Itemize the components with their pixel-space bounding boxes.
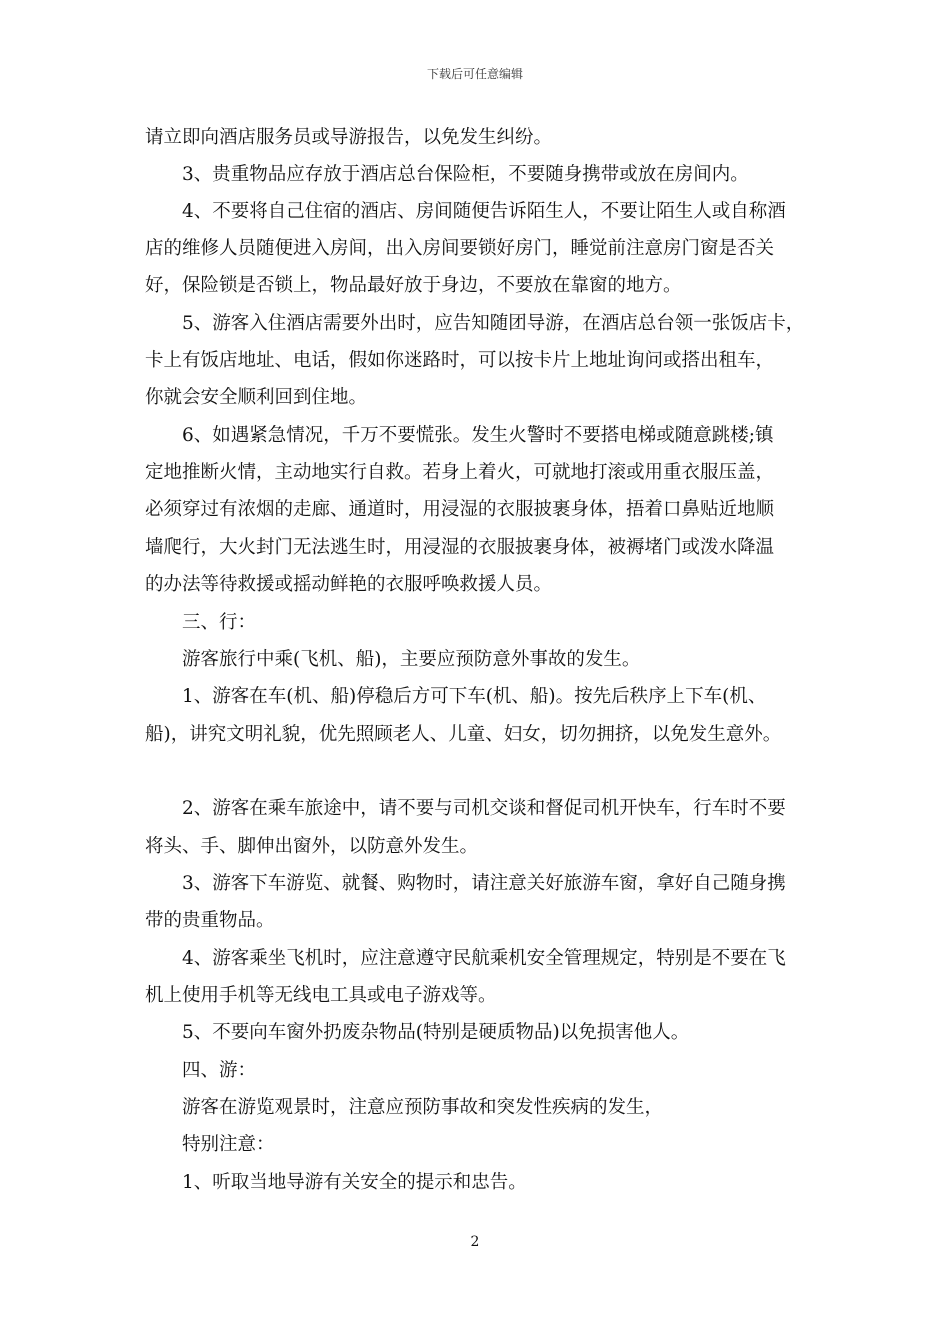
paragraph-line: 2、游客在乘车旅途中，请不要与司机交谈和督促司机开快车，行车时不要 xyxy=(182,798,786,819)
paragraph-line: 5、游客入住酒店需要外出时，应告知随团导游，在酒店总台领一张饭店卡， xyxy=(182,313,805,334)
page-header: 下载后可任意编辑 xyxy=(426,67,523,81)
paragraph-line: 1、游客在车(机、船)停稳后方可下车(机、船)。按先后秩序上下车(机、 xyxy=(182,686,767,707)
paragraph-line: 必须穿过有浓烟的走廊、通道时，用浸湿的衣服披裹身体，捂着口鼻贴近地顺 xyxy=(145,499,775,520)
paragraph-line: 1、听取当地导游有关安全的提示和忠告。 xyxy=(182,1172,527,1193)
paragraph-line: 卡上有饭店地址、电话，假如你迷路时，可以按卡片上地址询问或搭出租车， xyxy=(145,350,775,371)
paragraph-line: 5、不要向车窗外扔废杂物品(特别是硬质物品)以免损害他人。 xyxy=(182,1022,690,1043)
paragraph-line: 你就会安全顺利回到住地。 xyxy=(145,387,368,408)
paragraph-line: 将头、手、脚伸出窗外，以防意外发生。 xyxy=(145,836,479,857)
section-heading: 三、行： xyxy=(182,612,257,633)
paragraph-line: 特别注意： xyxy=(182,1134,275,1155)
paragraph-line: 墙爬行，大火封门无法逃生时，用浸湿的衣服披裹身体，被褥堵门或泼水降温 xyxy=(145,537,775,558)
paragraph-line: 船)，讲究文明礼貌，优先照顾老人、儿童、妇女，切勿拥挤，以免发生意外。 xyxy=(145,724,782,745)
paragraph-line: 店的维修人员随便进入房间，出入房间要锁好房门，睡觉前注意房门窗是否关 xyxy=(145,238,775,259)
paragraph-line: 游客旅行中乘(飞机、船)，主要应预防意外事故的发生。 xyxy=(182,649,641,670)
paragraph-line: 好，保险锁是否锁上，物品最好放于身边，不要放在靠窗的地方。 xyxy=(145,275,682,296)
page-number: 2 xyxy=(470,1234,480,1250)
paragraph-line: 4、不要将自己住宿的酒店、房间随便告诉陌生人，不要让陌生人或自称酒 xyxy=(182,201,786,222)
paragraph-line: 的办法等待救援或摇动鲜艳的衣服呼唤救援人员。 xyxy=(145,574,553,595)
paragraph-line: 带的贵重物品。 xyxy=(145,910,275,931)
paragraph-line: 6、如遇紧急情况，千万不要慌张。发生火警时不要搭电梯或随意跳楼;镇 xyxy=(182,425,774,446)
paragraph-line: 定地推断火情，主动地实行自救。若身上着火，可就地打滚或用重衣服压盖， xyxy=(145,462,775,483)
section-heading: 四、游： xyxy=(182,1060,257,1081)
paragraph-line: 3、游客下车游览、就餐、购物时，请注意关好旅游车窗，拿好自己随身携 xyxy=(182,873,786,894)
paragraph-line: 请立即向酒店服务员或导游报告，以免发生纠纷。 xyxy=(145,127,553,148)
paragraph-line: 游客在游览观景时，注意应预防事故和突发性疾病的发生， xyxy=(182,1097,664,1118)
paragraph-line: 机上使用手机等无线电工具或电子游戏等。 xyxy=(145,985,497,1006)
paragraph-line: 4、游客乘坐飞机时，应注意遵守民航乘机安全管理规定，特别是不要在飞 xyxy=(182,948,786,969)
paragraph-line: 3、贵重物品应存放于酒店总台保险柜，不要随身携带或放在房间内。 xyxy=(182,164,749,185)
